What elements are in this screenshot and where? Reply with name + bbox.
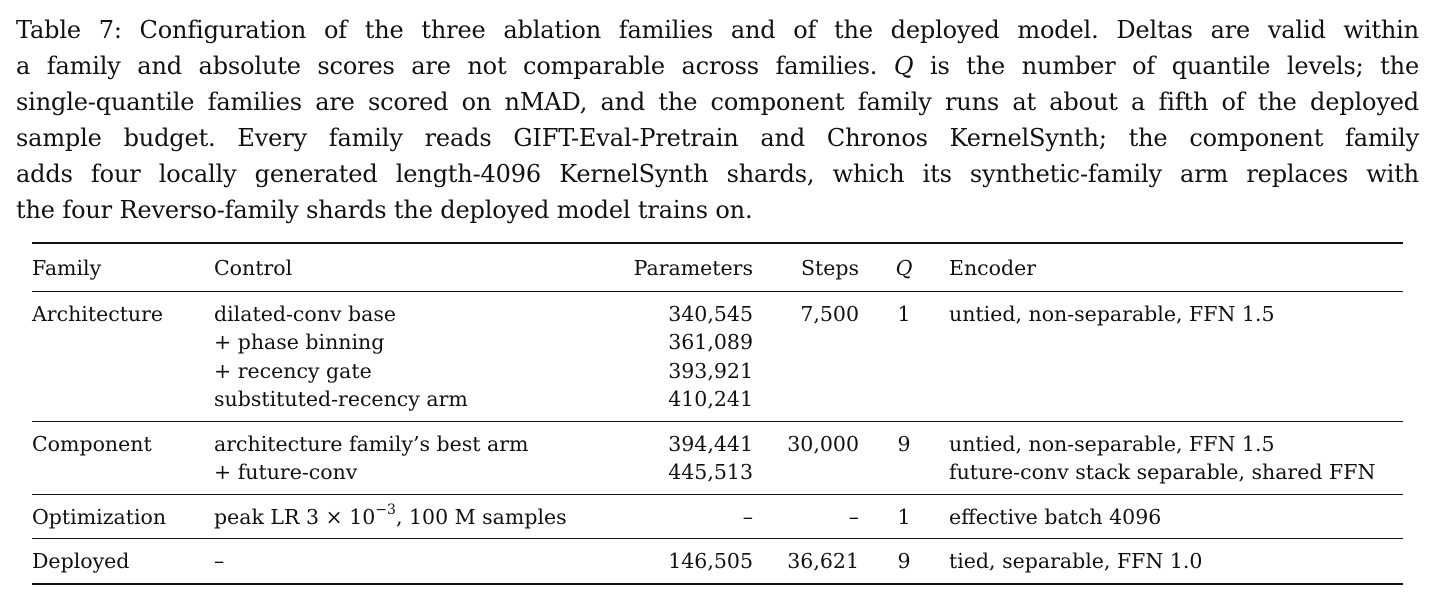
control-prefix: peak LR 3 × 10	[214, 504, 376, 529]
configuration-table	[32, 242, 1403, 585]
caption-line-2-text: a family and absolute scores are not comparable across families.	[16, 52, 894, 80]
encoder-cell: effective batch 4096	[949, 494, 1403, 539]
header-control: Control	[214, 243, 610, 291]
family-cell: Optimization	[32, 494, 214, 539]
table-header-row	[32, 243, 1403, 291]
q-cell: 1	[859, 494, 949, 539]
control-cell: architecture family’s best arm	[214, 421, 610, 458]
family-cell	[32, 385, 214, 421]
table-row	[32, 458, 1403, 494]
steps-cell	[753, 458, 859, 494]
control-cell: + future-conv	[214, 460, 358, 484]
encoder-cell: tied, separable, FFN 1.0	[949, 539, 1403, 584]
steps-cell	[753, 357, 859, 386]
family-cell: Deployed	[32, 539, 214, 584]
header-family: Family	[32, 243, 214, 291]
steps-cell: 36,621	[753, 539, 859, 584]
control-cell	[214, 494, 610, 539]
parameters-cell: 410,241	[668, 387, 753, 411]
table-row	[32, 357, 1403, 386]
table-row	[32, 385, 1403, 421]
encoder-cell	[949, 357, 1403, 386]
table-row	[32, 539, 1403, 584]
parameters-cell: 340,545	[610, 291, 753, 328]
control-exponent: −3	[375, 501, 396, 518]
encoder-cell	[949, 385, 1403, 421]
control-cell: –	[214, 539, 610, 584]
q-cell	[859, 385, 949, 421]
header-encoder: Encoder	[949, 243, 1403, 291]
parameters-cell: 361,089	[668, 330, 753, 354]
q-cell: 9	[859, 539, 949, 584]
table-row	[32, 291, 1403, 328]
encoder-cell	[949, 328, 1403, 357]
caption-line-5: adds four locally generated length-4096 KernelSynth shards, which its synthetic-family arm replaces with	[16, 160, 1419, 188]
q-cell	[859, 357, 949, 386]
table-row	[32, 421, 1403, 458]
family-cell: Component	[32, 421, 214, 458]
encoder-cell: untied, non-separable, FFN 1.5	[949, 421, 1403, 458]
caption-line-6: the four Reverso-family shards the deployed model trains on.	[16, 196, 753, 224]
steps-cell	[753, 385, 859, 421]
family-cell: Architecture	[32, 291, 214, 328]
q-cell: 1	[859, 291, 949, 328]
header-steps: Steps	[753, 243, 859, 291]
table-row	[32, 494, 1403, 539]
parameters-cell: 394,441	[610, 421, 753, 458]
encoder-cell: future-conv stack separable, shared FFN	[949, 460, 1376, 484]
parameters-cell: –	[610, 494, 753, 539]
steps-cell	[753, 328, 859, 357]
family-cell	[32, 357, 214, 386]
caption-line-2	[16, 48, 1419, 84]
header-parameters: Parameters	[610, 243, 753, 291]
control-cell: dilated-conv base	[214, 291, 610, 328]
q-cell	[859, 458, 949, 494]
table-row	[32, 328, 1403, 357]
family-cell	[32, 458, 214, 494]
encoder-cell: untied, non-separable, FFN 1.5	[949, 291, 1403, 328]
parameters-cell: 393,921	[668, 358, 753, 383]
steps-cell: 30,000	[753, 421, 859, 458]
steps-cell: 7,500	[753, 291, 859, 328]
q-cell	[859, 328, 949, 357]
caption-line-4: sample budget. Every family reads GIFT-Eval-Pretrain and Chronos KernelSynth; the component family	[16, 124, 1419, 152]
table-caption	[16, 12, 1419, 228]
caption-line-1: Table 7: Configuration of the three ablation families and of the deployed model. Deltas are valid within	[16, 16, 1419, 44]
control-cell: + recency gate	[214, 358, 372, 383]
header-q: Q	[859, 243, 949, 291]
steps-cell: –	[753, 494, 859, 539]
parameters-cell: 445,513	[668, 460, 753, 484]
family-cell	[32, 328, 214, 357]
caption-line-2-rest: is the number of quantile levels; the	[913, 52, 1420, 80]
caption-line-3: single-quantile families are scored on nMAD, and the component family runs at about a fifth of the deployed	[16, 88, 1419, 116]
control-cell: + phase binning	[214, 330, 385, 354]
control-suffix: , 100 M samples	[395, 504, 567, 529]
parameters-cell: 146,505	[610, 539, 753, 584]
q-cell: 9	[859, 421, 949, 458]
caption-q-symbol: Q	[893, 52, 914, 80]
control-cell: substituted-recency arm	[214, 387, 468, 411]
